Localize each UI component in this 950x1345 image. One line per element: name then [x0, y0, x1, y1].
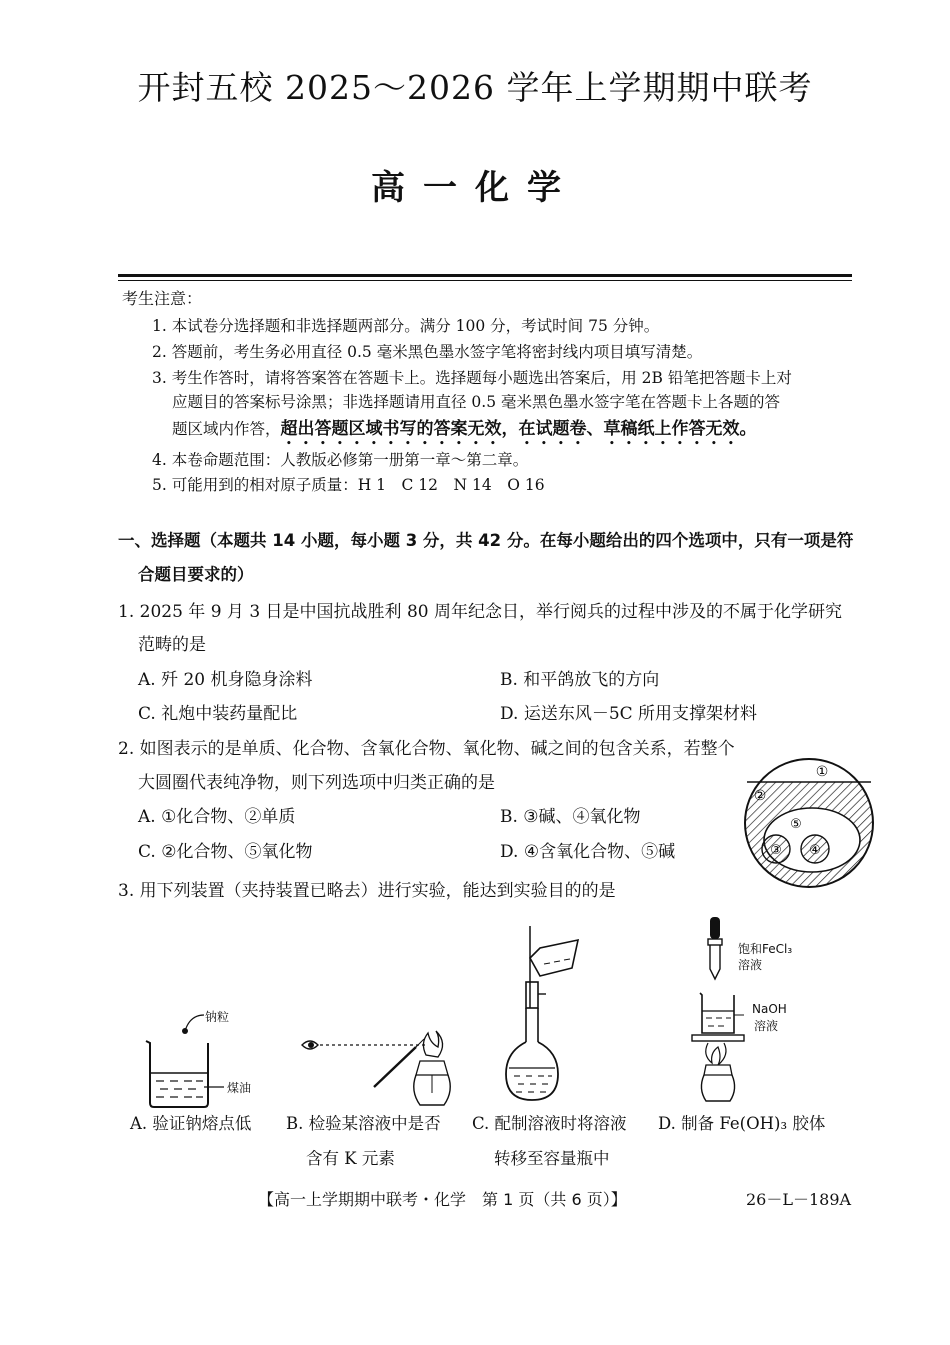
notice-item-1: 1. 本试卷分选择题和非选择题两部分。满分 100 分，考试时间 75 分钟。 [152, 317, 660, 335]
header-rule-thick [118, 274, 852, 277]
q2-stem: 2. 如图表示的是单质、化合物、含氧化合物、氧化物、碱之间的包含关系，若整个 [118, 739, 735, 759]
q2-option-a: A. ①化合物、②单质 [138, 807, 296, 827]
section-heading: 一、选择题（本题共 14 小题，每小题 3 分，共 42 分。在每小题给出的四个选项中，只有一项是符 [118, 531, 854, 550]
q3-option-b: B. 检验某溶液中是否 [286, 1114, 441, 1133]
q2-venn-diagram [742, 756, 877, 891]
label-sodium: 钠粒 [205, 1010, 230, 1024]
q2-option-c: C. ②化合物、⑤氧化物 [138, 842, 313, 862]
notice-emphasis: 超出答题区域书写的答案无效，在试题卷、草稿纸上作答无效。 [280, 419, 757, 439]
exam-title: 开封五校 2025～2026 学年上学期期中联考 [137, 68, 813, 107]
label-5: ⑤ [790, 817, 802, 832]
label-kerosene: 煤油 [227, 1081, 252, 1095]
section-heading-cont: 合题目要求的） [138, 565, 254, 584]
notice-item-2: 2. 答题前，考生务必用直径 0.5 毫米黑色墨水签字笔将密封线内项目填写清楚。 [152, 343, 703, 361]
header-rule-thin [118, 280, 852, 281]
label-2: ② [753, 788, 767, 804]
notice-item-4: 4. 本卷命题范围：人教版必修第一册第一章～第二章。 [152, 451, 529, 469]
label-4: ④ [809, 843, 821, 858]
q1-stem-cont: 范畴的是 [138, 635, 206, 655]
q3-stem: 3. 用下列装置（夹持装置已略去）进行实验，能达到实验目的的是 [118, 881, 616, 901]
notice-item-3: 3. 考生作答时，请将答案答在答题卡上。选择题每小题选出答案后，用 2B 铅笔把答题卡上对 [152, 369, 792, 387]
notice-heading: 考生注意： [122, 289, 203, 308]
notice-item-3-cont: 应题目的答案标号涂黑；非选择题请用直径 0.5 毫米黑色墨水签字笔在答题卡上各题的答 [172, 393, 781, 411]
label-1: ① [815, 764, 829, 780]
label-fecl3: 饱和FeCl₃ [738, 942, 793, 956]
q1-option-a: A. 歼 20 机身隐身涂料 [138, 670, 313, 690]
footer-page-info: 【高一上学期期中联考・化学 第 1 页（共 6 页）】 [258, 1190, 627, 1209]
notice-item-3-prefix: 题区域内作答， [172, 420, 281, 438]
q2-option-d: D. ④含氧化合物、⑤碱 [500, 842, 676, 862]
footer-code: 26－L－189A [746, 1190, 852, 1209]
label-3: ③ [770, 843, 782, 858]
q2-stem-cont: 大圆圈代表纯净物，则下列选项中归类正确的是 [138, 773, 495, 793]
q3-option-c: C. 配制溶液时将溶液 [472, 1114, 627, 1133]
q2-option-b: B. ③碱、④氧化物 [500, 807, 641, 827]
notice-item-5: 5. 可能用到的相对原子质量：H 1 C 12 N 14 O 16 [152, 476, 545, 494]
q3-option-b-cont: 含有 K 元素 [306, 1149, 395, 1168]
q1-option-b: B. 和平鸽放飞的方向 [500, 670, 660, 690]
q1-option-c: C. 礼炮中装药量配比 [138, 704, 298, 724]
label-naoh-solution: 溶液 [754, 1019, 779, 1033]
q1-stem: 1. 2025 年 9 月 3 日是中国抗战胜利 80 周年纪念日，举行阅兵的过程中涉及的不属于化学研究 [118, 602, 842, 622]
notice-item-3-end [172, 414, 757, 449]
label-naoh: NaOH [752, 1002, 787, 1016]
q3-option-d: D. 制备 Fe(OH)₃ 胶体 [658, 1114, 826, 1133]
apparatus-c-volumetric-flask [500, 918, 600, 1108]
q3-option-a: A. 验证钠熔点低 [130, 1114, 252, 1133]
label-fecl3-solution: 溶液 [738, 958, 763, 972]
q3-option-c-cont: 转移至容量瓶中 [494, 1149, 610, 1168]
subject-title: 高一化学 [371, 168, 579, 208]
q1-option-d: D. 运送东风－5C 所用支撑架材料 [500, 704, 758, 724]
apparatus-b-flame-test [298, 1025, 458, 1110]
